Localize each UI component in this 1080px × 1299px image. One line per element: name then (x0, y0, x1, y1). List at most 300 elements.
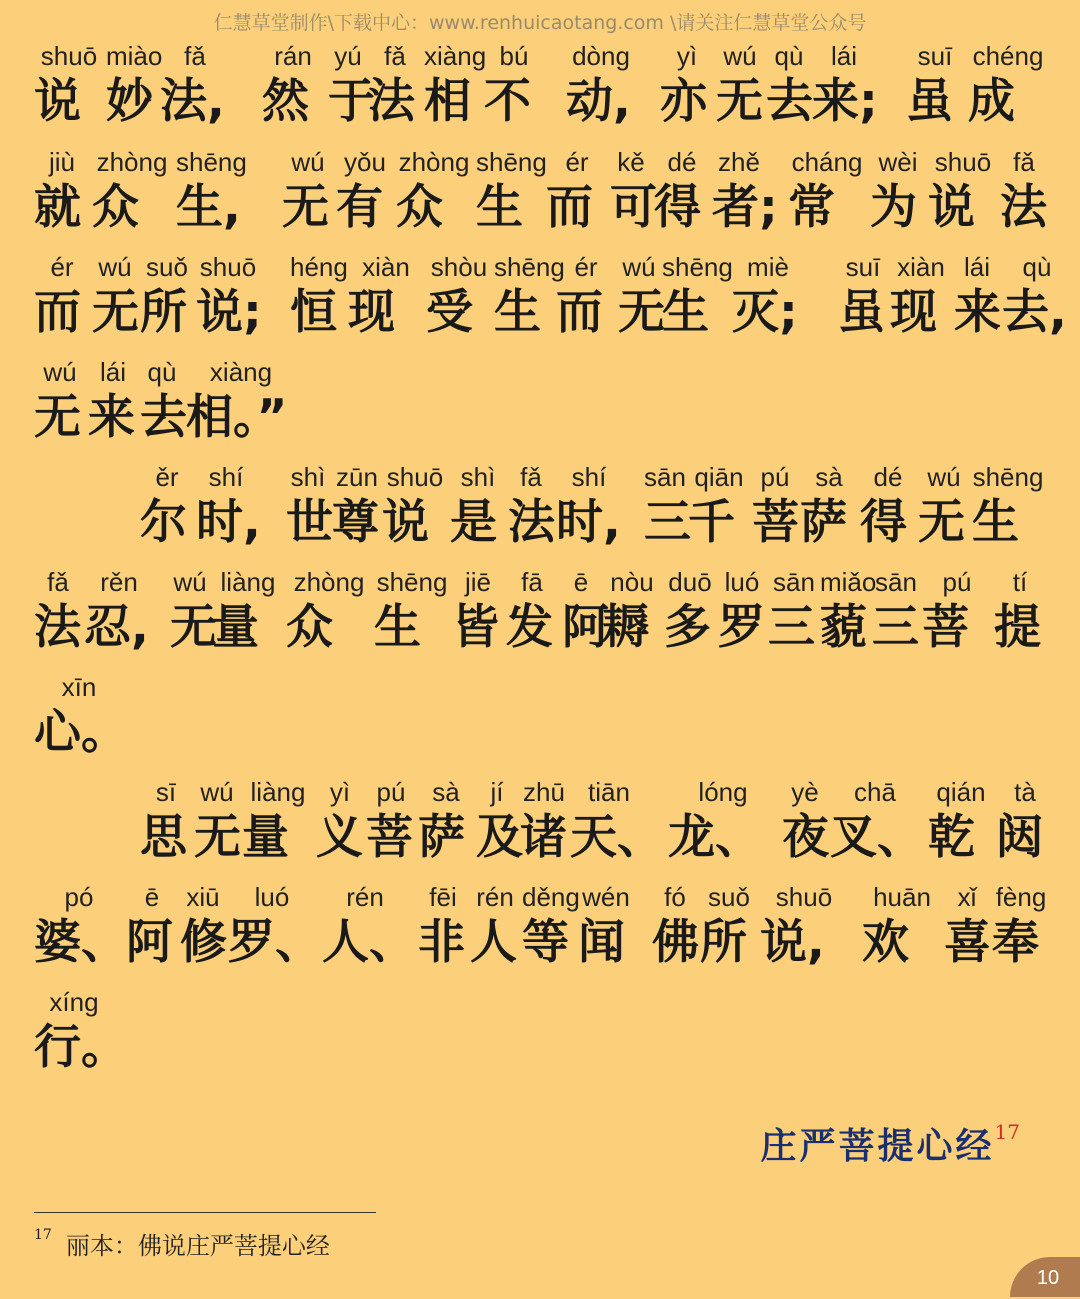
pinyin: rén (476, 882, 514, 912)
hanzi: 行。 (34, 1020, 128, 1075)
pinyin: qù (1022, 252, 1052, 282)
char-unit (928, 146, 998, 251)
hanzi: 而 (546, 180, 593, 235)
pinyin: fǎ (47, 567, 69, 597)
pinyin: wén (582, 882, 630, 912)
text-line (0, 671, 1080, 776)
pinyin: zhòng (398, 147, 470, 177)
pinyin: jiē (464, 567, 491, 597)
hanzi: 来; (812, 74, 878, 129)
pinyin: wú (98, 252, 132, 282)
char-unit (34, 566, 82, 671)
char-unit (660, 40, 714, 145)
pinyin: tiān (588, 777, 630, 807)
text-line (0, 986, 1080, 1091)
pinyin: miào (106, 41, 163, 71)
char-unit (768, 566, 820, 671)
pinyin: suǒ (708, 882, 750, 912)
char-unit (396, 146, 472, 251)
hanzi: 及 (476, 810, 523, 865)
pinyin: nòu (610, 567, 654, 597)
hanzi: 无 (34, 390, 81, 445)
hanzi: 生 (972, 495, 1019, 550)
pinyin: tí (1012, 567, 1028, 597)
hanzi: 法 (1000, 180, 1047, 235)
hanzi: 是 (450, 495, 497, 550)
hanzi: 喜 (944, 915, 991, 970)
pinyin: shòu (430, 252, 488, 282)
hanzi: 时, (556, 495, 621, 550)
char-unit (520, 776, 568, 881)
pinyin: shuō (40, 41, 98, 71)
hanzi: 思 (140, 810, 187, 865)
hanzi: 亦 (660, 74, 707, 129)
char-unit (186, 356, 296, 461)
char-unit (944, 881, 990, 986)
char-unit (906, 40, 964, 145)
hanzi: 为 (870, 180, 917, 235)
pinyin: luó (724, 567, 760, 597)
hanzi: 等 (522, 915, 569, 970)
pinyin: shí (571, 462, 607, 492)
char-unit (860, 461, 916, 566)
pinyin: wú (43, 357, 77, 387)
char-unit (282, 146, 334, 251)
hanzi: 众 (396, 180, 443, 235)
hanzi: 量 (212, 600, 259, 655)
pinyin: pó (64, 882, 94, 912)
char-unit (972, 461, 1044, 566)
pinyin: dé (873, 462, 903, 492)
text-line (0, 566, 1080, 671)
footnote (34, 1226, 330, 1261)
char-unit (602, 566, 662, 671)
char-unit (286, 461, 333, 566)
char-unit (212, 566, 284, 671)
pinyin: zhòng (96, 147, 168, 177)
hanzi: 去 (140, 390, 187, 445)
hanzi: 忍, (84, 600, 149, 655)
char-unit (176, 146, 246, 251)
char-unit (160, 40, 230, 145)
char-unit (452, 566, 504, 671)
char-unit (644, 461, 691, 566)
pinyin: kě (617, 147, 645, 177)
char-unit (322, 881, 416, 986)
footnote-divider (34, 1212, 376, 1213)
char-unit (328, 40, 375, 145)
pinyin: jiù (48, 147, 75, 177)
char-unit (968, 40, 1048, 145)
hanzi: 可 (610, 180, 657, 235)
char-unit (664, 566, 716, 671)
hanzi: 无 (92, 285, 139, 340)
pinyin: shì (460, 462, 496, 492)
pinyin: pú (942, 567, 972, 597)
hanzi: 众 (92, 180, 139, 235)
hanzi: 就 (34, 180, 81, 235)
hanzi: 相。” (186, 390, 288, 445)
char-unit (332, 461, 382, 566)
pinyin: lái (830, 41, 857, 71)
char-unit (470, 881, 520, 986)
char-unit (262, 40, 324, 145)
char-unit (992, 881, 1050, 986)
char-unit (800, 461, 858, 566)
hanzi: 生 (662, 285, 709, 340)
pinyin: shuō (934, 147, 992, 177)
hanzi: 无 (282, 180, 329, 235)
hanzi: 修 (180, 915, 227, 970)
hanzi: 去, (1002, 285, 1067, 340)
pinyin: jí (490, 777, 504, 807)
pinyin: pú (760, 462, 790, 492)
char-unit (426, 251, 492, 356)
sutra-title-signature (761, 1118, 1020, 1169)
hanzi: 法 (34, 600, 81, 655)
footnote-number: 17 (34, 1227, 52, 1243)
char-unit (652, 881, 698, 986)
text-line (0, 776, 1080, 881)
hanzi: 所 (700, 915, 747, 970)
pinyin: shì (290, 462, 326, 492)
hanzi: 阿 (126, 915, 173, 970)
pinyin: ěr (155, 462, 179, 492)
pinyin: ér (50, 252, 74, 282)
hanzi: 有 (336, 180, 383, 235)
hanzi: 然 (262, 74, 309, 129)
pinyin: wú (291, 147, 325, 177)
char-unit (556, 251, 616, 356)
pinyin: yǒu (344, 147, 386, 177)
hanzi: 成 (968, 74, 1015, 129)
pinyin: shēng (376, 567, 448, 597)
char-unit (688, 461, 750, 566)
hanzi: 而 (34, 285, 81, 340)
hanzi: 常 (788, 180, 835, 235)
char-unit (88, 356, 138, 461)
char-unit (196, 461, 261, 566)
hanzi: 灭; (732, 285, 798, 340)
sutra-title: 庄严菩提心经 (760, 1125, 995, 1167)
pinyin: ē (144, 882, 160, 912)
pinyin: chā (854, 777, 896, 807)
char-unit (752, 461, 798, 566)
pinyin: luó (254, 882, 290, 912)
char-unit (140, 251, 194, 356)
char-unit (194, 776, 240, 881)
pinyin: sà (432, 777, 460, 807)
char-unit (34, 146, 90, 251)
pinyin: cháng (791, 147, 863, 177)
pinyin: wú (173, 567, 207, 597)
hanzi: 提 (994, 600, 1041, 655)
char-unit (922, 566, 992, 671)
footnote-ref[interactable]: 17 (994, 1120, 1020, 1144)
hanzi: 尔 (140, 495, 187, 550)
hanzi: 人、 (322, 915, 416, 970)
pinyin: dé (667, 147, 697, 177)
char-unit (788, 146, 866, 251)
hanzi: 佛 (652, 915, 699, 970)
char-unit (712, 146, 778, 251)
pinyin: héng (290, 252, 348, 282)
hanzi: 婆、 (34, 915, 128, 970)
pinyin: xiàng (424, 41, 487, 71)
hanzi: 法 (508, 495, 555, 550)
pinyin: fǎ (1013, 147, 1035, 177)
char-unit (92, 251, 138, 356)
char-unit (170, 566, 217, 671)
hanzi: 法, (160, 74, 225, 129)
hanzi: 萨 (800, 495, 847, 550)
char-unit (506, 566, 558, 671)
pinyin: fó (664, 882, 686, 912)
pinyin: ér (574, 252, 598, 282)
char-unit (732, 251, 804, 356)
pinyin: dòng (572, 41, 630, 71)
pinyin: ē (573, 567, 589, 597)
hanzi: 菩 (366, 810, 413, 865)
pinyin: rěn (100, 567, 138, 597)
char-unit (286, 566, 372, 671)
pinyin: yè (791, 777, 819, 807)
hanzi: 说 (382, 495, 429, 550)
hanzi: 罗、 (228, 915, 322, 970)
pinyin: qiān (694, 462, 744, 492)
hanzi: 无 (170, 600, 217, 655)
pinyin: xiàn (897, 252, 945, 282)
pinyin: miǎo (820, 567, 877, 597)
pinyin: shēng (662, 252, 733, 282)
pinyin: suī (917, 41, 953, 71)
char-unit (476, 776, 523, 881)
pinyin: wèi (878, 147, 918, 177)
page-header: 仁慧草堂制作\下载中心：www.renhuicaotang.com \请关注仁慧草堂公众号 (213, 12, 867, 34)
hanzi: 生 (374, 600, 421, 655)
pinyin: zhòng (293, 567, 365, 597)
char-unit (556, 461, 622, 566)
hanzi: 世 (286, 495, 333, 550)
char-unit (84, 566, 154, 671)
hanzi: 天、 (570, 810, 664, 865)
pinyin: huān (873, 882, 931, 912)
pinyin: wú (723, 41, 757, 71)
char-unit (418, 881, 468, 986)
pinyin: tà (1014, 777, 1036, 807)
hanzi: 义 (316, 810, 363, 865)
hanzi: 非 (418, 915, 465, 970)
hanzi: 所 (140, 285, 187, 340)
char-unit (366, 776, 416, 881)
hanzi: 时, (196, 495, 261, 550)
pinyin: fǎ (184, 41, 206, 71)
hanzi: 众 (286, 600, 333, 655)
pinyin: xiàng (209, 357, 273, 387)
char-unit (618, 251, 665, 356)
char-unit (508, 461, 554, 566)
char-unit (838, 251, 888, 356)
hanzi: 于 (328, 74, 375, 129)
footnote-text: 丽本：佛说庄严菩提心经 (65, 1232, 330, 1260)
pinyin: děng (522, 882, 580, 912)
char-unit (106, 40, 163, 145)
hanzi: 虽 (906, 74, 953, 129)
hanzi: 菩 (922, 600, 969, 655)
pinyin: liàng (250, 777, 306, 807)
hanzi: 龙、 (668, 810, 762, 865)
hanzi: 得 (860, 495, 907, 550)
hanzi: 说, (760, 915, 825, 970)
pinyin: shēng (972, 462, 1044, 492)
hanzi: 现 (890, 285, 937, 340)
char-unit (668, 776, 778, 881)
hanzi: 奉 (992, 915, 1039, 970)
pinyin: fǎ (384, 41, 406, 71)
char-unit (662, 251, 733, 356)
char-unit (92, 146, 172, 251)
hanzi: 三 (644, 495, 691, 550)
pinyin: wú (622, 252, 656, 282)
hanzi: 无 (194, 810, 241, 865)
pinyin: shuō (199, 252, 257, 282)
hanzi: 者; (712, 180, 778, 235)
hanzi: 千 (688, 495, 735, 550)
hanzi: 罗 (718, 600, 765, 655)
char-unit (578, 881, 634, 986)
hanzi: 藐 (820, 600, 867, 655)
char-unit (34, 40, 104, 145)
pinyin: fǎ (520, 462, 542, 492)
pinyin: fā (521, 567, 543, 597)
pinyin: fèng (995, 882, 1047, 912)
hanzi: 三 (872, 600, 919, 655)
pinyin: sà (815, 462, 843, 492)
char-unit (348, 251, 424, 356)
pinyin: xǐ (957, 882, 977, 912)
text-line (0, 356, 1080, 461)
hanzi: 无 (918, 495, 965, 550)
char-unit (890, 251, 952, 356)
char-unit (316, 776, 364, 881)
hanzi: 心。 (34, 705, 128, 760)
hanzi: 量 (242, 810, 289, 865)
hanzi: 闻 (578, 915, 625, 970)
pinyin: wú (927, 462, 961, 492)
hanzi: 不 (484, 74, 531, 129)
char-unit (140, 356, 187, 461)
hanzi: 耨 (602, 600, 649, 655)
page-number: 10 (1010, 1257, 1080, 1297)
pinyin: xiū (186, 882, 220, 912)
pinyin: xíng (49, 987, 99, 1017)
hanzi: 现 (348, 285, 395, 340)
char-unit (424, 40, 487, 145)
hanzi: 无 (618, 285, 665, 340)
hanzi: 去 (766, 74, 813, 129)
hanzi: 欢 (862, 915, 909, 970)
hanzi: 得 (654, 180, 701, 235)
char-unit (34, 671, 128, 776)
char-unit (196, 251, 260, 356)
hanzi: 妙 (106, 74, 153, 129)
hanzi: 菩 (752, 495, 799, 550)
pinyin: shēng (176, 147, 247, 177)
pinyin: sān (773, 567, 815, 597)
char-unit (546, 146, 608, 251)
hanzi: 叉、 (830, 810, 924, 865)
char-unit (700, 881, 758, 986)
text-line (0, 146, 1080, 251)
pinyin: lái (963, 252, 990, 282)
pinyin: shēng (494, 252, 565, 282)
hanzi: 而 (556, 285, 603, 340)
hanzi: 三 (768, 600, 815, 655)
char-unit (820, 566, 877, 671)
hanzi: 夜 (782, 810, 829, 865)
char-unit (494, 251, 565, 356)
pinyin: xiàn (362, 252, 410, 282)
pinyin: chéng (972, 41, 1044, 71)
char-unit (140, 776, 192, 881)
char-unit (126, 881, 178, 986)
hanzi: 多 (664, 600, 711, 655)
char-unit (450, 461, 506, 566)
pinyin: rén (346, 882, 384, 912)
pinyin: sān (875, 567, 917, 597)
hanzi: 来 (954, 285, 1001, 340)
char-unit (918, 461, 970, 566)
pinyin: qù (774, 41, 804, 71)
hanzi: 动, (566, 74, 631, 129)
char-unit (766, 40, 812, 145)
char-unit (522, 881, 580, 986)
pinyin: bú (499, 41, 529, 71)
char-unit (34, 251, 90, 356)
pinyin: shí (208, 462, 244, 492)
hanzi: 生 (494, 285, 541, 340)
pinyin: xīn (61, 672, 97, 702)
hanzi: 无 (716, 74, 763, 129)
pinyin: qù (147, 357, 177, 387)
char-unit (374, 566, 450, 671)
hanzi: 虽 (838, 285, 885, 340)
text-line (0, 461, 1080, 566)
text-line (0, 881, 1080, 986)
pinyin: lóng (698, 777, 748, 807)
char-unit (870, 146, 926, 251)
char-unit (872, 566, 920, 671)
hanzi: 闼 (996, 810, 1043, 865)
pinyin: ér (565, 147, 589, 177)
char-unit (484, 40, 544, 145)
char-unit (996, 776, 1054, 881)
pinyin: sān (644, 462, 686, 492)
pinyin: lái (99, 357, 126, 387)
char-unit (368, 40, 422, 145)
pinyin: yì (329, 777, 351, 807)
pinyin: fēi (429, 882, 457, 912)
char-unit (928, 776, 994, 881)
hanzi: 尊 (332, 495, 379, 550)
pinyin: zhě (718, 147, 760, 177)
hanzi: 发 (506, 600, 553, 655)
char-unit (1000, 146, 1048, 251)
hanzi: 乾 (928, 810, 975, 865)
pinyin: duō (668, 567, 712, 597)
hanzi: 法 (368, 74, 415, 129)
hanzi: 相 (424, 74, 471, 129)
